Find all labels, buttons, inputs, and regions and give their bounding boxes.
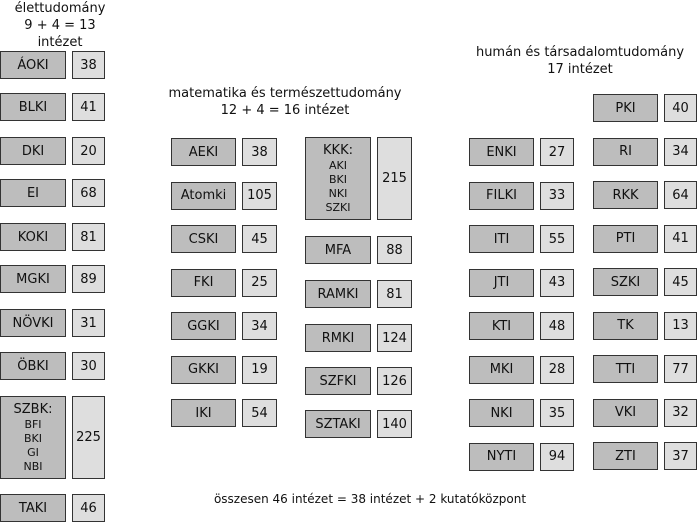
institute-count-hum-a-7: 94 bbox=[540, 443, 574, 471]
institute-count-math-b-2: 81 bbox=[377, 280, 412, 308]
institute-name-life-0: ÁOKI bbox=[0, 51, 66, 79]
institute-count-life-1: 41 bbox=[72, 93, 105, 121]
institute-count-life-6: 31 bbox=[72, 309, 105, 337]
humanities-social-sciences-title bbox=[455, 44, 700, 78]
institute-name-hum-a-4: KTI bbox=[469, 312, 534, 340]
institute-count-hum-b-4: 45 bbox=[664, 268, 697, 296]
institute-name-hum-a-7: NYTI bbox=[469, 443, 534, 471]
institute-count-hum-a-1: 33 bbox=[540, 182, 574, 210]
institute-name-hum-a-2: ITI bbox=[469, 225, 534, 253]
institute-count-hum-a-2: 55 bbox=[540, 225, 574, 253]
institute-count-hum-b-7: 32 bbox=[664, 399, 697, 427]
institute-count-life-8: 225 bbox=[72, 396, 105, 479]
institute-count-hum-a-6: 35 bbox=[540, 399, 574, 427]
institute-count-hum-b-1: 34 bbox=[664, 138, 697, 166]
institute-name-life-7: ÖBKI bbox=[0, 352, 66, 380]
life-sciences-subtitle: 9 + 4 = 13 intézet bbox=[24, 18, 96, 50]
institute-name-hum-b-1: RI bbox=[593, 138, 658, 166]
sub-institute-label: BFI bbox=[24, 417, 42, 431]
institute-count-math-a-1: 105 bbox=[242, 182, 277, 210]
math-natural-sciences-subtitle: 12 + 4 = 16 intézet bbox=[220, 103, 350, 118]
institute-name-life-3: EI bbox=[0, 179, 66, 207]
institute-name-hum-b-5: TK bbox=[593, 312, 658, 340]
institute-name-hum-b-0: PKI bbox=[593, 94, 658, 122]
institute-name-math-a-5: GKKI bbox=[171, 356, 236, 384]
life-sciences-title bbox=[0, 0, 120, 51]
sub-institute-label: BKI bbox=[23, 431, 42, 445]
institute-count-life-7: 30 bbox=[72, 352, 105, 380]
institute-count-hum-b-2: 64 bbox=[664, 181, 697, 209]
institute-name-math-b-2: RAMKI bbox=[305, 280, 371, 308]
institute-name-hum-a-5: MKI bbox=[469, 356, 534, 384]
institute-name-life-8 bbox=[0, 396, 66, 479]
sub-institute-label: AKI bbox=[329, 158, 347, 172]
institute-name-math-b-1: MFA bbox=[305, 236, 371, 264]
institute-name-hum-b-6: TTI bbox=[593, 355, 658, 383]
institute-name-math-b-0 bbox=[305, 137, 371, 220]
sub-institute-label: NBI bbox=[23, 459, 43, 473]
institute-count-life-5: 89 bbox=[72, 265, 105, 293]
institute-count-hum-b-6: 77 bbox=[664, 355, 697, 383]
sub-institute-label: GI bbox=[27, 445, 39, 459]
math-natural-sciences-title-text: matematika és természettudomány bbox=[168, 86, 402, 101]
institute-name-life-4: KOKI bbox=[0, 223, 66, 251]
institute-name-life-6: NÖVKI bbox=[0, 309, 66, 337]
institute-count-hum-a-5: 28 bbox=[540, 356, 574, 384]
institute-count-life-9: 46 bbox=[72, 494, 105, 522]
institute-name-math-a-3: FKI bbox=[171, 269, 236, 297]
institute-count-math-b-5: 140 bbox=[377, 410, 412, 438]
sub-institute-label: SZKI bbox=[325, 200, 351, 214]
institute-name-life-9: TAKI bbox=[0, 494, 66, 522]
humanities-social-sciences-subtitle: 17 intézet bbox=[547, 62, 613, 77]
institute-count-hum-b-3: 41 bbox=[664, 225, 697, 253]
humanities-social-sciences-title-text: humán és társadalomtudomány bbox=[475, 45, 685, 60]
institute-group-label: SZBK: bbox=[13, 401, 53, 417]
institute-count-math-a-0: 38 bbox=[242, 138, 277, 166]
institute-count-math-a-6: 54 bbox=[242, 399, 277, 427]
institute-name-math-a-1: Atomki bbox=[171, 182, 236, 210]
institute-group-label: KKK: bbox=[323, 142, 353, 158]
institute-count-life-4: 81 bbox=[72, 223, 105, 251]
institute-count-math-b-3: 124 bbox=[377, 324, 412, 352]
institute-count-math-a-5: 19 bbox=[242, 356, 277, 384]
institute-name-hum-b-8: ZTI bbox=[593, 442, 658, 470]
math-natural-sciences-title bbox=[150, 85, 420, 119]
institute-count-hum-b-8: 37 bbox=[664, 442, 697, 470]
institute-name-hum-a-6: NKI bbox=[469, 399, 534, 427]
sub-institute-label: BKI bbox=[328, 172, 347, 186]
institute-count-life-2: 20 bbox=[72, 137, 105, 165]
institute-name-life-5: MGKI bbox=[0, 265, 66, 293]
institute-count-life-0: 38 bbox=[72, 51, 105, 79]
footer-summary: összesen 46 intézet = 38 intézet + 2 kutatóközpont bbox=[213, 492, 527, 506]
institute-count-hum-a-0: 27 bbox=[540, 138, 574, 166]
institute-count-hum-a-3: 43 bbox=[540, 269, 574, 297]
institute-name-math-a-6: IKI bbox=[171, 399, 236, 427]
institute-name-math-a-0: AEKI bbox=[171, 138, 236, 166]
institute-count-math-b-0: 215 bbox=[377, 137, 412, 220]
institute-count-hum-b-5: 13 bbox=[664, 312, 697, 340]
institute-name-hum-a-1: FILKI bbox=[469, 182, 534, 210]
institute-name-hum-a-0: ENKI bbox=[469, 138, 534, 166]
institute-count-math-a-2: 45 bbox=[242, 225, 277, 253]
institute-name-hum-b-3: PTI bbox=[593, 225, 658, 253]
institute-count-life-3: 68 bbox=[72, 179, 105, 207]
institute-name-math-a-4: GGKI bbox=[171, 312, 236, 340]
institute-name-life-2: DKI bbox=[0, 137, 66, 165]
life-sciences-title-text: élettudomány bbox=[14, 1, 106, 16]
institute-name-hum-b-2: RKK bbox=[593, 181, 658, 209]
institute-count-math-b-4: 126 bbox=[377, 367, 412, 395]
institute-count-math-b-1: 88 bbox=[377, 236, 412, 264]
institute-name-life-1: BLKI bbox=[0, 93, 66, 121]
institute-name-math-b-5: SZTAKI bbox=[305, 410, 371, 438]
institute-name-math-b-3: RMKI bbox=[305, 324, 371, 352]
institute-name-math-a-2: CSKI bbox=[171, 225, 236, 253]
sub-institute-label: NKI bbox=[328, 186, 348, 200]
institute-count-math-a-4: 34 bbox=[242, 312, 277, 340]
institute-name-hum-b-4: SZKI bbox=[593, 268, 658, 296]
institute-count-hum-b-0: 40 bbox=[664, 94, 697, 122]
institute-count-math-a-3: 25 bbox=[242, 269, 277, 297]
institute-count-hum-a-4: 48 bbox=[540, 312, 574, 340]
institute-name-hum-b-7: VKI bbox=[593, 399, 658, 427]
institute-name-hum-a-3: JTI bbox=[469, 269, 534, 297]
institute-name-math-b-4: SZFKI bbox=[305, 367, 371, 395]
